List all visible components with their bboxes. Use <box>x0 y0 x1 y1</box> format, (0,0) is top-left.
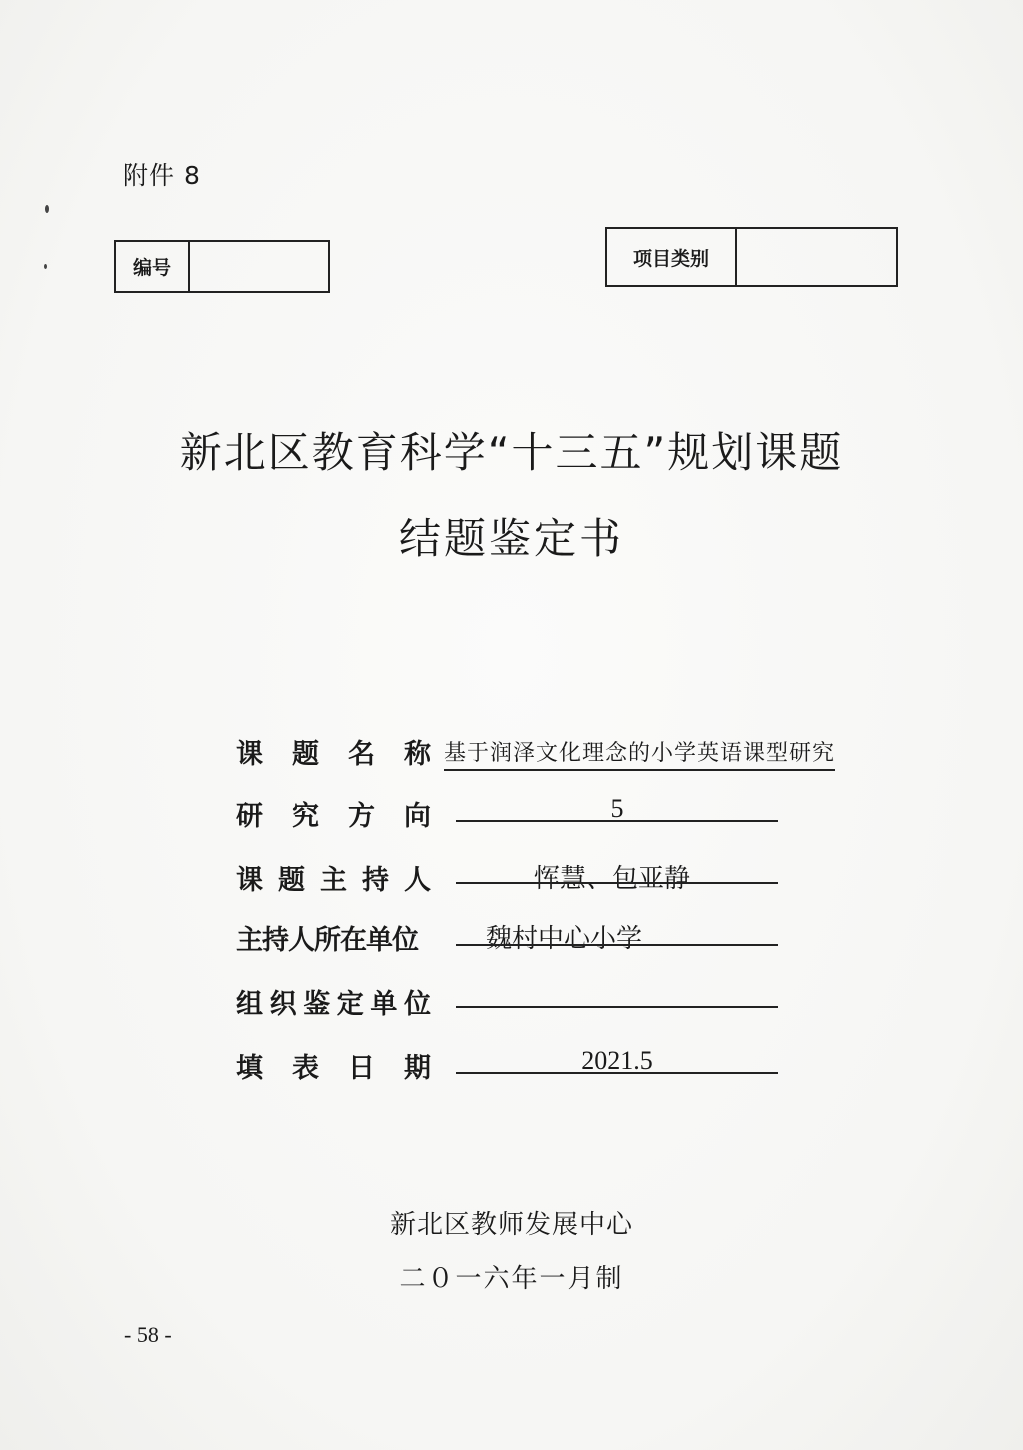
label-char: 研 <box>236 801 263 832</box>
footer-made-date: 二０一六年一月制 <box>399 1264 624 1294</box>
field-label <box>236 858 431 897</box>
label-char: 题 <box>278 865 305 896</box>
field-label <box>236 732 431 771</box>
field-row-project-host <box>236 858 856 898</box>
project-host-value[interactable]: 恽慧、包亚静 <box>533 864 690 894</box>
label-char: 定 <box>336 989 364 1020</box>
label-char: 课 <box>236 739 263 770</box>
label-char: 名 <box>348 739 375 770</box>
underline <box>456 1006 778 1008</box>
underline <box>456 944 778 946</box>
topic-name-value[interactable]: 基于润泽文化理念的小学英语课型研究 <box>444 736 835 771</box>
underline <box>456 1072 778 1074</box>
label-char: 单 <box>370 989 398 1020</box>
research-direction-value[interactable]: 5 <box>610 794 624 823</box>
field-label <box>236 982 431 1021</box>
host-unit-value[interactable]: 魏村中心小学 <box>486 924 643 954</box>
code-box <box>114 240 330 293</box>
label-char: 组 <box>236 989 263 1020</box>
field-label <box>236 1046 431 1085</box>
field-label <box>236 794 431 833</box>
page-number: - 58 - <box>124 1322 172 1347</box>
page-subtitle: 结题鉴定书 <box>398 514 624 563</box>
label-text: 主持人所在单位 <box>236 925 418 956</box>
underline <box>456 820 778 822</box>
category-value-field[interactable] <box>737 229 896 285</box>
label-char: 向 <box>404 801 431 832</box>
scan-speck <box>44 264 47 269</box>
label-char: 位 <box>403 989 431 1020</box>
scan-speck <box>45 205 49 213</box>
field-row-host-unit <box>236 918 856 958</box>
label-char: 题 <box>292 739 319 770</box>
field-row-appraisal-unit <box>236 982 856 1022</box>
field-row-fill-date <box>236 1046 856 1086</box>
label-char: 人 <box>404 865 431 896</box>
label-char: 课 <box>236 865 263 896</box>
label-char: 日 <box>348 1053 375 1084</box>
category-box <box>605 227 898 287</box>
label-char: 期 <box>404 1053 431 1084</box>
label-char: 织 <box>269 989 297 1020</box>
field-label <box>236 918 431 957</box>
field-row-research-direction <box>236 794 856 834</box>
label-char: 鉴 <box>303 989 331 1020</box>
code-value-field[interactable] <box>190 242 328 291</box>
underline <box>456 882 778 884</box>
label-char: 填 <box>236 1053 263 1084</box>
label-char: 方 <box>348 801 375 832</box>
category-label: 项目类别 <box>607 229 737 285</box>
field-row-topic-name <box>236 732 856 772</box>
label-char: 称 <box>404 739 431 770</box>
fill-date-value[interactable]: 2021.5 <box>581 1046 653 1075</box>
footer-organization: 新北区教师发展中心 <box>389 1210 633 1240</box>
attachment-label: 附件 8 <box>123 161 201 190</box>
label-char: 表 <box>292 1053 319 1084</box>
label-char: 主 <box>320 865 347 896</box>
label-char: 究 <box>292 801 319 832</box>
page-title: 新北区教育科学“十三五”规划课题 <box>179 428 844 477</box>
code-label: 编号 <box>116 242 190 291</box>
label-char: 持 <box>362 865 389 896</box>
